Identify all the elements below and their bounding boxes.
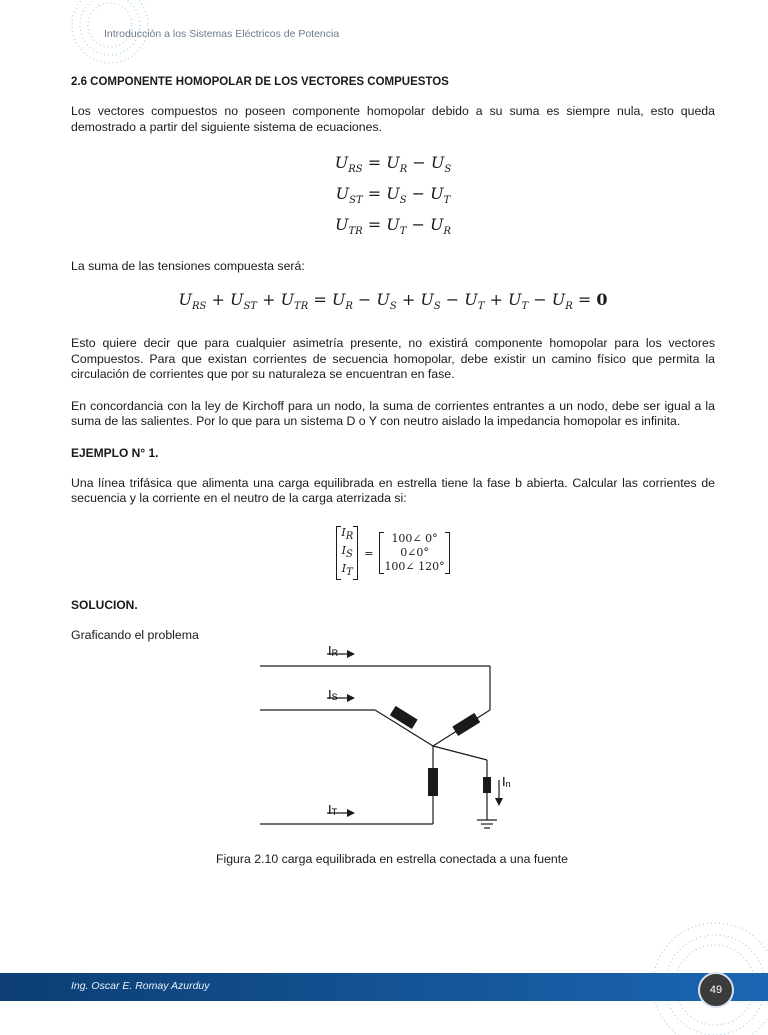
label-is: IS — [328, 687, 338, 702]
arrow-ir-icon — [347, 650, 355, 658]
arrow-is-icon — [347, 694, 355, 702]
footer-author: Ing. Oscar E. Romay Azurduy — [71, 980, 210, 992]
paragraph-kirchoff: En concordancia con la ley de Kirchoff para un nodo, la suma de corrientes entrantes a un nodo, debe ser igual a la suma de las salientes. Por lo que para un sistema D o Y con neutro aislado la impedancia homopolar es infinita. — [71, 398, 715, 429]
impedance-n — [483, 777, 491, 793]
section-title: 2.6 COMPONENTE HOMOPOLAR DE LOS VECTORES COMPUESTOS — [71, 76, 449, 88]
paragraph-example: Una línea trifásica que alimenta una carga equilibrada en estrella tiene la fase b abierta. Calcular las corrientes de secuencia y la corriente en el neutro de la carga aterrizada si: — [71, 475, 715, 506]
circuit-diagram — [255, 640, 535, 840]
impedance-s — [390, 706, 418, 729]
impedance-t — [428, 768, 438, 796]
label-ir: IR — [328, 643, 339, 658]
figure-caption: Figura 2.10 carga equilibrada en estrella conectada a una fuente — [215, 852, 569, 866]
equation-urs: $U_{RS} = U_R - U_S$ — [334, 153, 452, 176]
impedance-r — [452, 713, 480, 736]
decorative-circle-bottom — [645, 905, 768, 1035]
decorative-circle-top — [55, 0, 165, 80]
paragraph-sum-intro: La suma de las tensiones compuesta será: — [71, 258, 305, 273]
equation-sum: $U_{RS} + U_{ST} + U_{TR} = U_R - U_S + U_S - U_T + U_T - U_R = 0$ — [178, 290, 608, 313]
current-matrix: $I_R$ $I_S$ $I_T$ = 100∠ 0° 0∠0° 100∠ 120° — [71, 523, 715, 581]
arrow-it-icon — [347, 809, 355, 817]
paragraph-asymmetry: Esto quiere decir que para cualquier asimetría presente, no existirá componente homopolar para los vectores Compuestos. Para que existan corrientes de secuencia homopolar, debe existir un camino físico que permita la circulación de corrientes que por su naturaleza se encuentran en fase. — [71, 336, 715, 382]
equation-system — [71, 151, 715, 245]
arrow-in-icon — [495, 798, 503, 806]
example-heading: EJEMPLO N° 1. — [71, 445, 159, 460]
current-vector: $I_R$ $I_S$ $I_T$ — [336, 526, 358, 581]
label-in: In — [502, 774, 511, 789]
running-header: Introducción a los Sistemas Eléctricos de Potencia — [104, 28, 340, 40]
value-vector: 100∠ 0° 0∠0° 100∠ 120° — [379, 532, 449, 574]
solution-heading: SOLUCION. — [71, 598, 138, 613]
equation-ust: $U_{ST} = U_S - U_T$ — [335, 184, 451, 207]
page-number: 49 — [698, 972, 734, 1008]
page-content — [71, 70, 715, 660]
equation-utr: $U_{TR} = U_T - U_R$ — [334, 215, 451, 238]
paragraph-graph: Graficando el problema — [71, 628, 199, 643]
paragraph-intro: Los vectores compuestos no poseen componente homopolar debido a su suma es siempre nula, esto queda demostrado a partir del siguiente sistema de ecuaciones. — [71, 104, 715, 134]
label-it: IT — [328, 802, 338, 817]
